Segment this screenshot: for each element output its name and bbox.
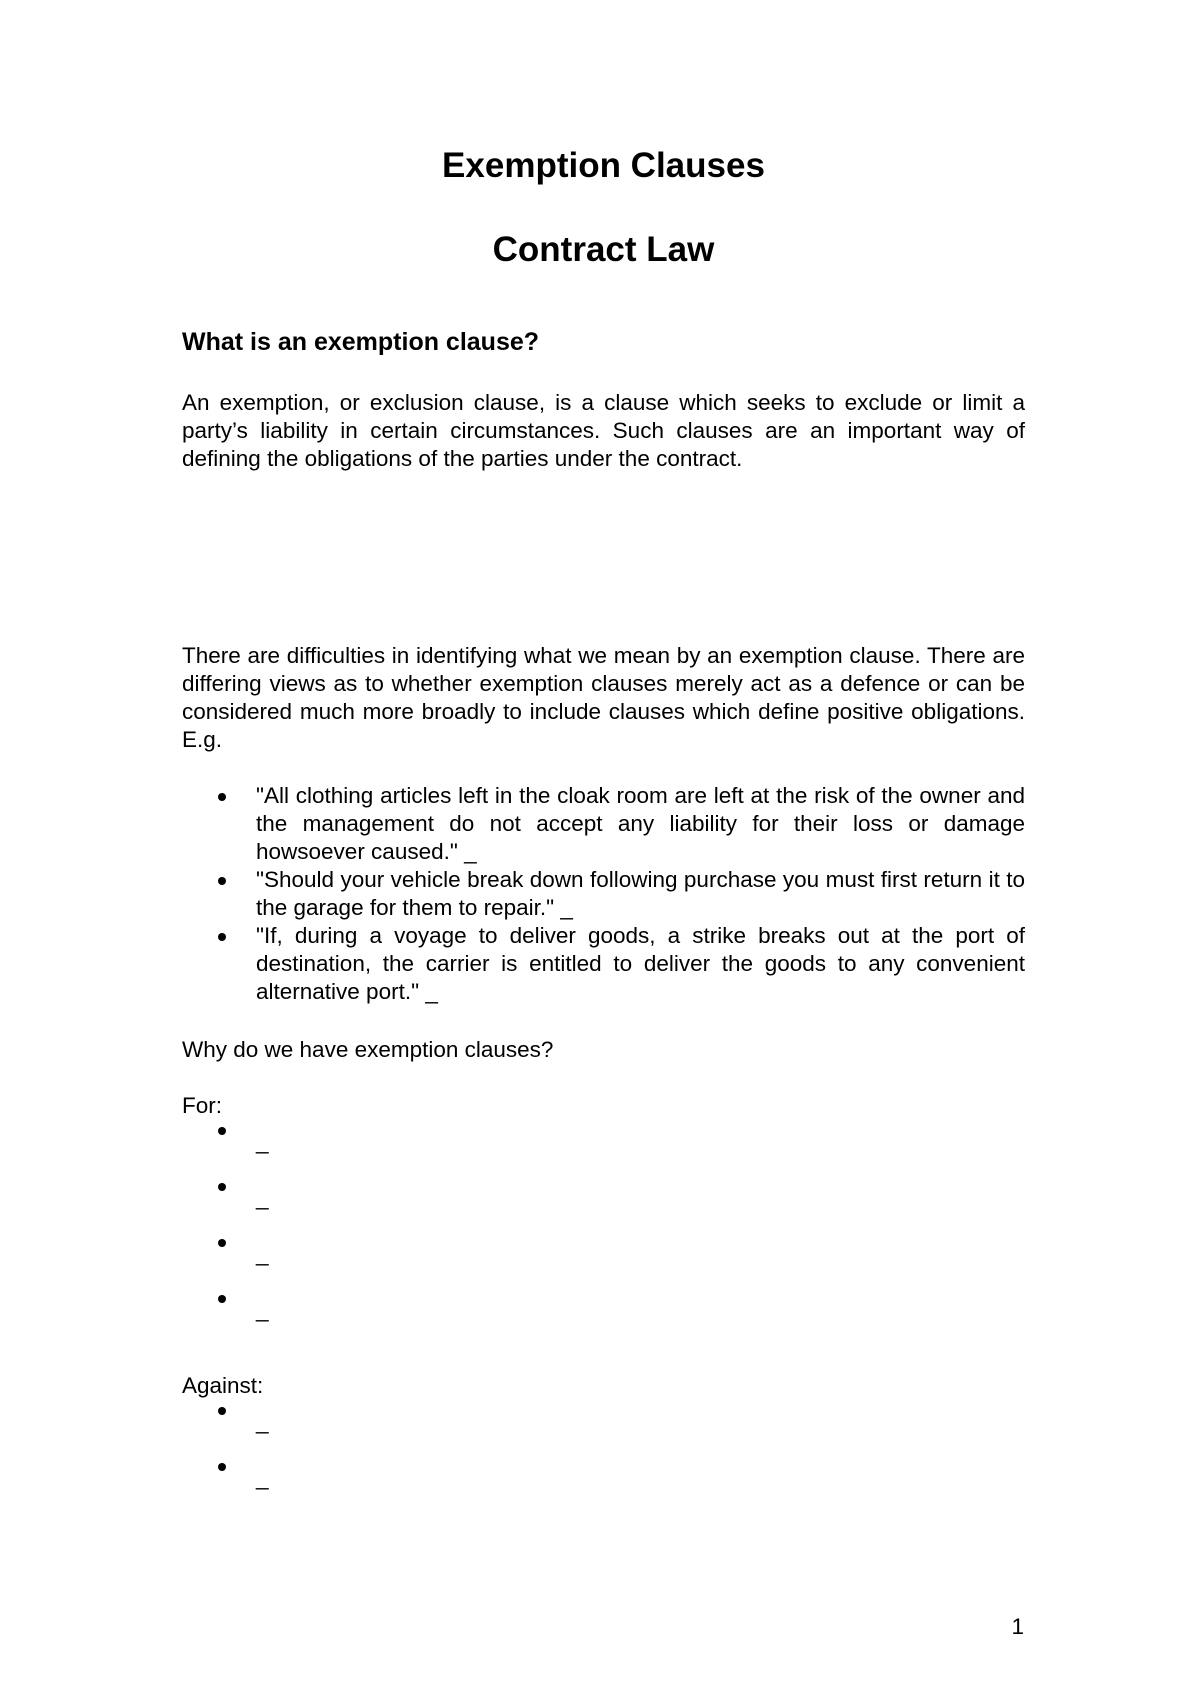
blank-entry: _ bbox=[256, 1241, 269, 1266]
blank-entry: _ bbox=[256, 1409, 269, 1434]
list-item bbox=[182, 1232, 1025, 1288]
document-subtitle: Contract Law bbox=[492, 230, 715, 269]
for-list bbox=[182, 1120, 1025, 1344]
definition-paragraph: An exemption, or exclusion clause, is a clause which seeks to exclude or limit a party’s liability in certain circumstances. Such clauses are an important way of defining the obligations of the parties under the contract. bbox=[182, 390, 1025, 471]
section-heading: What is an exemption clause? bbox=[182, 328, 540, 356]
list-item bbox=[182, 1400, 1025, 1456]
list-item bbox=[182, 922, 1025, 1006]
for-label: For: bbox=[182, 1093, 223, 1118]
list-item bbox=[182, 1120, 1025, 1176]
example-clause-text: "If, during a voyage to deliver goods, a strike breaks out at the port of destination, the carrier is entitled to deliver the goods to any convenient alternative port." _ bbox=[256, 923, 1025, 1004]
bullet-icon bbox=[218, 877, 226, 885]
blank-entry: _ bbox=[256, 1185, 269, 1210]
blank-entry: _ bbox=[256, 1129, 269, 1154]
blank-entry: _ bbox=[256, 1465, 269, 1490]
against-label: Against: bbox=[182, 1373, 264, 1398]
against-list bbox=[182, 1400, 1025, 1512]
list-item bbox=[182, 866, 1025, 922]
example-clauses-list bbox=[182, 782, 1025, 1006]
list-item bbox=[182, 1288, 1025, 1344]
list-item bbox=[182, 1456, 1025, 1512]
blank-entry: _ bbox=[256, 1297, 269, 1322]
why-question: Why do we have exemption clauses? bbox=[182, 1037, 554, 1062]
bullet-icon bbox=[218, 793, 226, 801]
difficulties-paragraph: There are difficulties in identifying what we mean by an exemption clause. There are differing views as to whether exemption clauses merely act as a defence or can be considered much more broadly to include clauses which define positive obligations. E.g. bbox=[182, 643, 1025, 752]
document-title: Exemption Clauses bbox=[442, 146, 765, 185]
example-clause-text: "All clothing articles left in the cloak room are left at the risk of the owner and the management do not accept any liability for their loss or damage howsoever caused." _ bbox=[256, 783, 1025, 864]
bullet-icon bbox=[218, 1295, 226, 1303]
bullet-icon bbox=[218, 1239, 226, 1247]
bullet-icon bbox=[218, 1463, 226, 1471]
list-item bbox=[182, 782, 1025, 866]
bullet-icon bbox=[218, 933, 226, 941]
page-number: 1 bbox=[1011, 1614, 1024, 1639]
bullet-icon bbox=[218, 1183, 226, 1191]
example-clause-text: "Should your vehicle break down following purchase you must first return it to the garage for them to repair." _ bbox=[256, 867, 1025, 920]
list-item bbox=[182, 1176, 1025, 1232]
bullet-icon bbox=[218, 1407, 226, 1415]
bullet-icon bbox=[218, 1127, 226, 1135]
